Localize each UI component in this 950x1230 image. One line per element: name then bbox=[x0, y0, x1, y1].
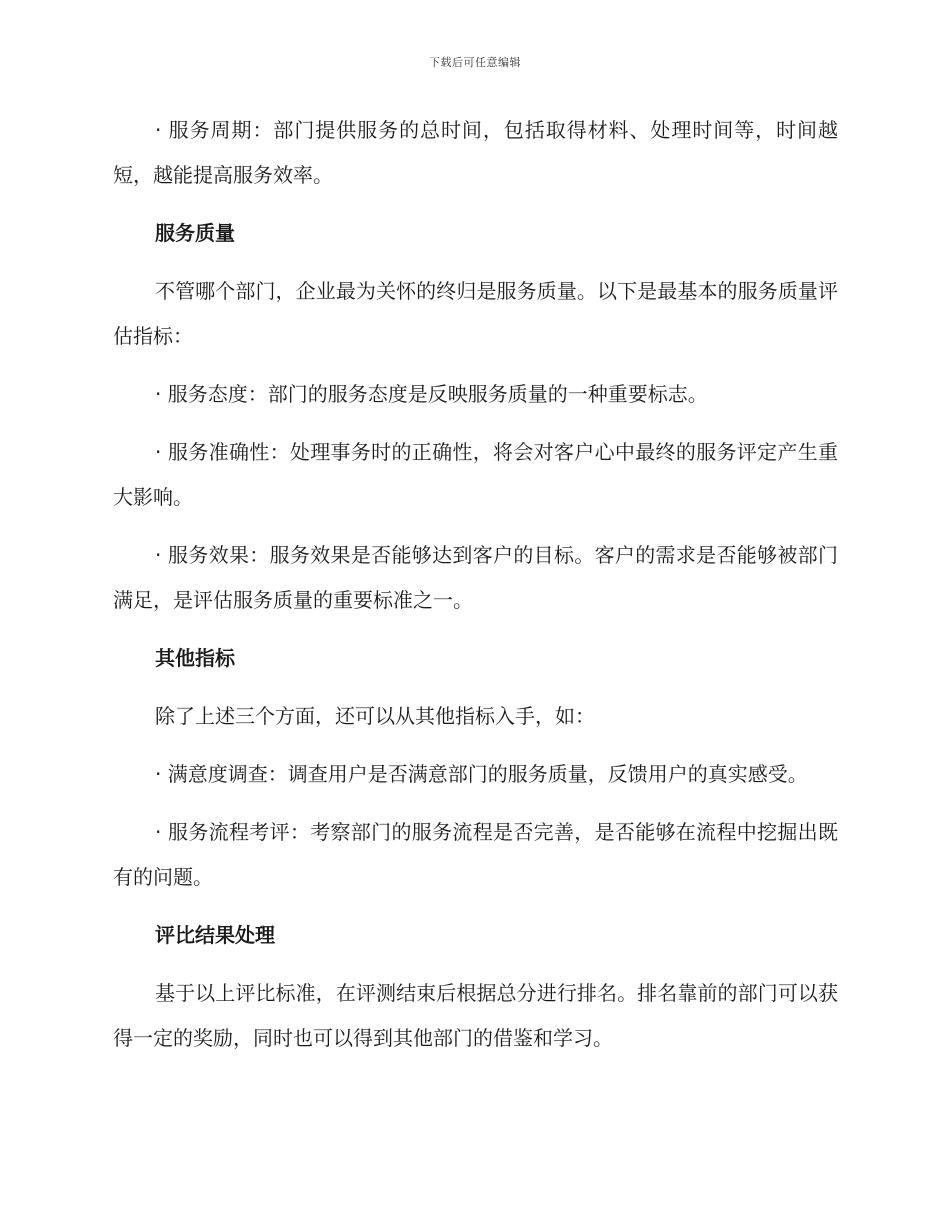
section-heading-result-handling: 评比结果处理 bbox=[155, 923, 275, 947]
section-heading-service-quality: 服务质量 bbox=[155, 221, 235, 245]
page-header: 下载后可任意编辑 bbox=[429, 56, 521, 69]
bullet-service-effect: · 服务效果：服务效果是否能够达到客户的目标。客户的需求是否能够被部门满足，是评估服务质量的重要标准之一。 bbox=[113, 543, 838, 612]
bullet-satisfaction-survey: · 满意度调查：调查用户是否满意部门的服务质量，反馈用户的真实感受。 bbox=[155, 762, 808, 786]
bullet-service-cycle: · 服务周期：部门提供服务的总时间，包括取得材料、处理时间等，时间越短，越能提高服务效率。 bbox=[113, 118, 838, 187]
paragraph-result-handling: 基于以上评比标准，在评测结束后根据总分进行排名。排名靠前的部门可以获得一定的奖励，同时也可以得到其他部门的借鉴和学习。 bbox=[113, 981, 838, 1050]
bullet-service-attitude: · 服务态度：部门的服务态度是反映服务质量的一种重要标志。 bbox=[155, 382, 708, 406]
paragraph-service-quality-intro: 不管哪个部门，企业最为关怀的终归是服务质量。以下是最基本的服务质量评估指标： bbox=[113, 279, 838, 348]
section-heading-other-indicators: 其他指标 bbox=[155, 646, 235, 670]
bullet-process-evaluation: · 服务流程考评：考察部门的服务流程是否完善，是否能够在流程中挖掘出既有的问题。 bbox=[113, 820, 838, 889]
paragraph-other-indicators-intro: 除了上述三个方面，还可以从其他指标入手，如： bbox=[155, 704, 595, 728]
document-body bbox=[113, 108, 838, 1074]
bullet-service-accuracy: · 服务准确性：处理事务时的正确性，将会对客户心中最终的服务评定产生重大影响。 bbox=[113, 440, 838, 509]
